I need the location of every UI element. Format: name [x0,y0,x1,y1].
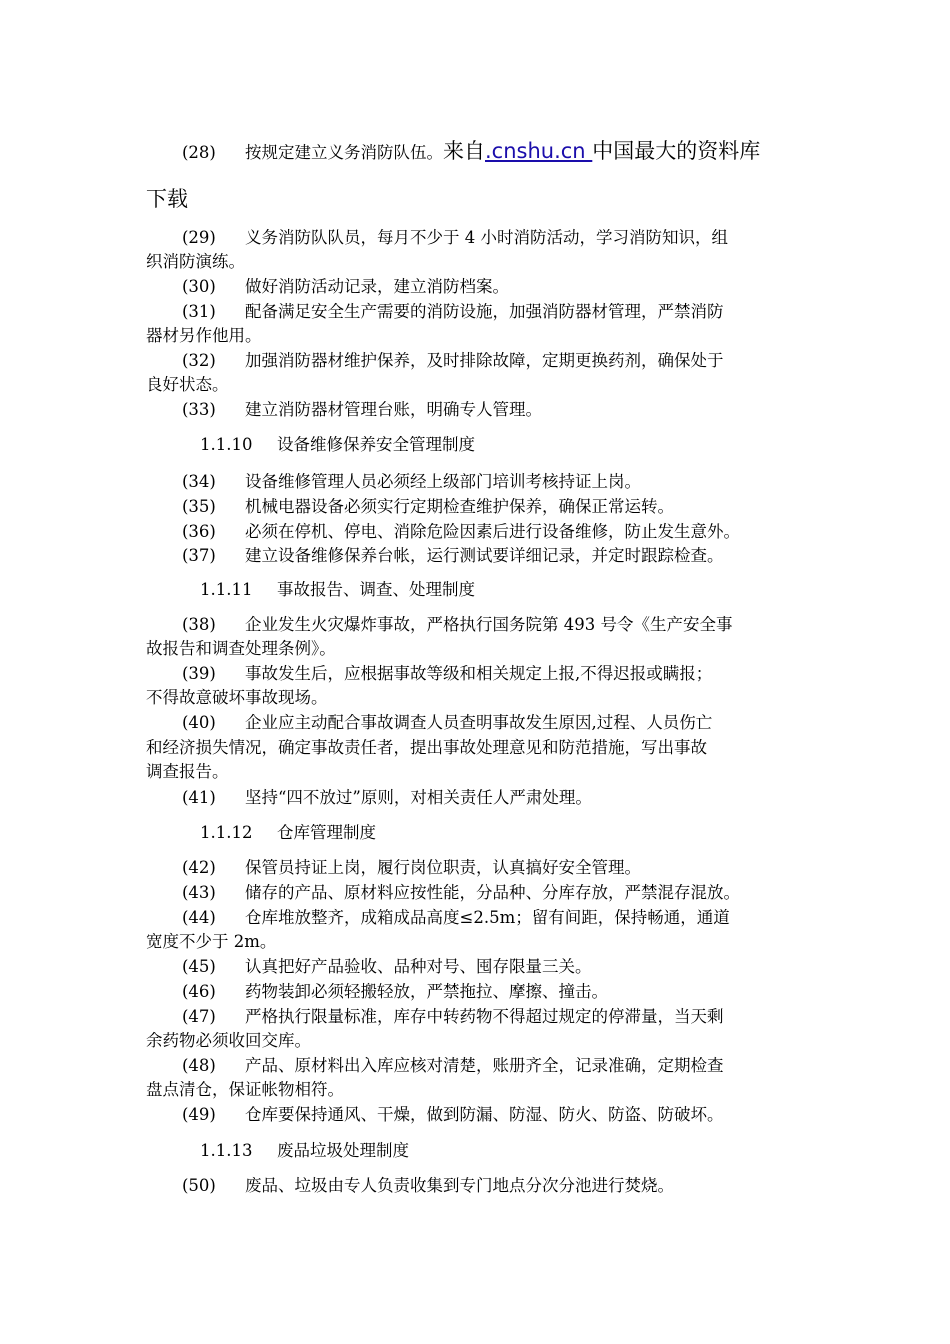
item-text: 设备维修管理人员必须经上级部门培训考核持证上岗。 [245,472,641,491]
item-30 [182,275,850,299]
item-number: (32) [182,351,216,370]
item-number: (33) [182,400,216,419]
item-50 [182,1174,850,1198]
item-34 [182,470,850,494]
section-number: 1.1.13 [200,1141,253,1160]
item-text: 加强消防器材维护保养，及时排除故障，定期更换药剂，确保处于 [245,351,724,370]
item-47 [182,1005,850,1029]
item-number: (34) [182,472,216,491]
item-number: (44) [182,908,216,927]
item-36 [182,520,850,544]
item-39-cont: 不得故意破坏事故现场。 [146,688,328,707]
item-48 [182,1054,850,1078]
item-text: 企业发生火灾爆炸事故，严格执行国务院第 493 号令《生产安全事 [245,615,733,634]
section-heading [200,578,475,602]
item-48-cont: 盘点清仓，保证帐物相符。 [146,1080,344,1099]
item-text: 配备满足安全生产需要的消防设施，加强消防器材管理，严禁消防 [245,302,724,321]
item-number: (46) [182,982,216,1001]
item-32 [182,349,850,373]
item-28 [182,139,850,165]
item-text: 必须在停机、停电、消除危险因素后进行设备维修，防止发生意外。 [245,522,740,541]
item-number: (45) [182,957,216,976]
item-number: (43) [182,883,216,902]
item-39 [182,662,850,686]
section-number: 1.1.11 [200,580,253,599]
item-33 [182,398,850,422]
item-text: 事故发生后，应根据事故等级和相关规定上报,不得迟报或瞒报； [245,664,713,683]
item-text: 废品、垃圾由专人负责收集到专门地点分次分池进行焚烧。 [245,1176,674,1195]
item-number: (35) [182,497,216,516]
item-text: 仓库堆放整齐，成箱成品高度≤2.5m；留有间距，保持畅通，通道 [245,908,730,927]
item-40-cont: 和经济损失情况，确定事故责任者，提出事故处理意见和防范措施，写出事故 [146,738,707,757]
item-47-cont: 余药物必须收回交库。 [146,1031,311,1050]
item-number: (47) [182,1007,216,1026]
item-38 [182,613,850,637]
item-text: 建立设备维修保养台帐，运行测试要详细记录，并定时跟踪检查。 [245,546,724,565]
item-text: 仓库要保持通风、干燥，做到防漏、防湿、防火、防盗、防破坏。 [245,1105,724,1124]
item-text: 按规定建立义务消防队伍。 [245,143,443,162]
item-text: 坚持“四不放过”原则，对相关责任人严肃处理。 [245,788,592,807]
ad-suffix: 中国最大的资料库 [592,139,761,163]
section-title: 废品垃圾处理制度 [277,1141,409,1160]
item-text: 企业应主动配合事故调查人员查明事故发生原因,过程、人员伤亡 [245,713,713,732]
ad-link[interactable]: .cnshu.cn [485,139,593,163]
item-44 [182,906,850,930]
item-text: 认真把好产品验收、品种对号、囤存限量三关。 [245,957,592,976]
section-title: 事故报告、调查、处理制度 [277,580,475,599]
item-42 [182,856,850,880]
item-number: (41) [182,788,216,807]
item-43 [182,881,850,905]
item-text: 做好消防活动记录，建立消防档案。 [245,277,509,296]
item-41 [182,786,850,810]
item-37 [182,544,850,568]
item-29 [182,226,850,250]
section-heading [200,1139,409,1163]
item-number: (50) [182,1176,216,1195]
item-text: 建立消防器材管理台账，明确专人管理。 [245,400,542,419]
section-number: 1.1.10 [200,435,253,454]
item-text: 保管员持证上岗，履行岗位职责，认真搞好安全管理。 [245,858,641,877]
item-number: (42) [182,858,216,877]
item-number: (30) [182,277,216,296]
item-38-cont: 故报告和调查处理条例》。 [146,639,336,658]
item-number: (39) [182,664,216,683]
item-number: (29) [182,228,216,247]
item-number: (38) [182,615,216,634]
item-text: 义务消防队队员，每月不少于 4 小时消防活动，学习消防知识，组 [245,228,728,247]
item-44-cont: 宽度不少于 2m。 [146,932,277,951]
item-text: 药物装卸必须轻搬轻放，严禁拖拉、摩擦、撞击。 [245,982,608,1001]
item-40 [182,711,850,735]
item-46 [182,980,850,1004]
item-text: 机械电器设备必须实行定期检查维护保养，确保正常运转。 [245,497,674,516]
item-31-cont: 器材另作他用。 [146,326,262,345]
ad-prefix: 来自 [443,139,485,163]
section-title: 设备维修保养安全管理制度 [277,435,475,454]
section-number: 1.1.12 [200,823,253,842]
item-text: 储存的产品、原材料应按性能，分品种、分库存放，严禁混存混放。 [245,883,740,902]
item-45 [182,955,850,979]
item-number: (37) [182,546,216,565]
item-number: (36) [182,522,216,541]
item-number: (28) [182,143,216,162]
item-49 [182,1103,850,1127]
item-text: 产品、原材料出入库应核对清楚，账册齐全，记录准确，定期检查 [245,1056,724,1075]
item-29-cont: 织消防演练。 [146,252,245,271]
item-40-cont: 调查报告。 [146,762,229,781]
item-number: (40) [182,713,216,732]
item-31 [182,300,850,324]
item-number: (31) [182,302,216,321]
item-text: 严格执行限量标准，库存中转药物不得超过规定的停滞量，当天剩 [245,1007,724,1026]
item-number: (49) [182,1105,216,1124]
section-heading [200,821,376,845]
item-35 [182,495,850,519]
item-32-cont: 良好状态。 [146,375,229,394]
item-number: (48) [182,1056,216,1075]
ad-line2: 下载 [146,187,188,211]
section-heading [200,433,475,457]
section-title: 仓库管理制度 [277,823,376,842]
